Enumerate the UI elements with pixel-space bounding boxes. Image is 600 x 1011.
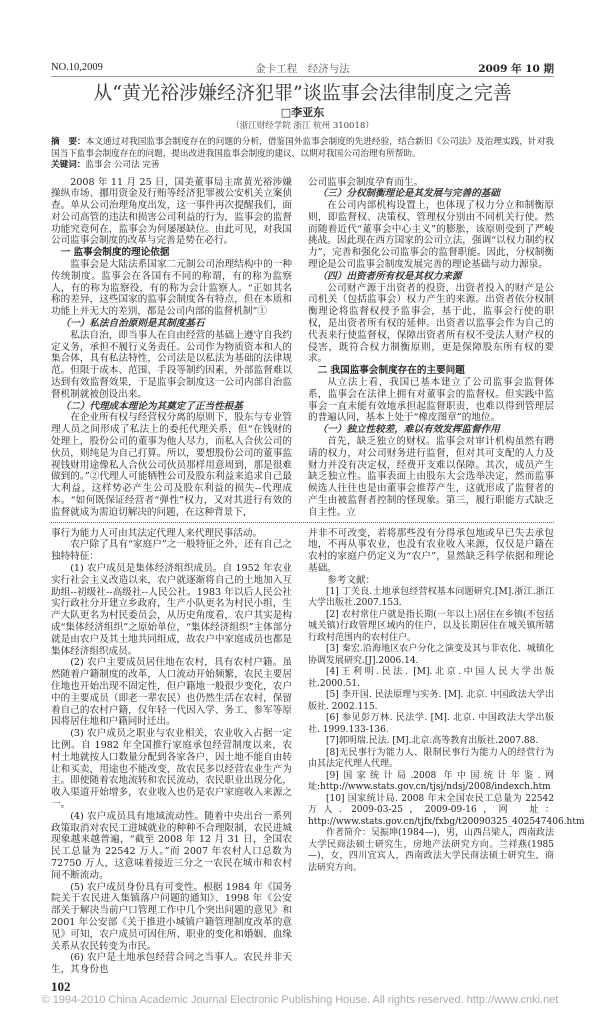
subsection-heading: （一）私法自治原则是其制度基石	[60, 318, 205, 330]
paragraph: 从立法上看，我国已基本建立了公司监事会监督体系，监事会在法律上拥有对董事会的监督权。但实践中监事会一直未能有效地承担起监督职责，也难以得到管理层的普遍认同，基本上处于“橡皮图章”的地位。	[308, 377, 554, 424]
paragraph: 在企业所有权与经营权分离的原则下，股东与专业管理人员之间形成了私法上的委托代理关系，但“在钱财的处理上，股份公司的董事为他人尽力，而私人合伙公司的伙员，则纯是为自己打算。所以，要想股份公司的董事监视钱财用途像私人合伙公司伙员那样用意周到，那是很难做到的。”②代理人可能牺牲公司及股东利益来追求自己最大利益，这样势必产生公司及股东利益的损失--代理成本。“如何既保证经营者“弹性”权力，又对其进行有效的监督就成为需迫切解决的问题，在这种背景下，	[51, 412, 292, 518]
reference-item: [5] 李开国. 民法原理与实务. [M]. 北京. 中国政法大学出版社. 2002.115.	[308, 690, 554, 712]
paragraph: (3) 农户成员之职业与农业相关，农业收入占据一定比例。自 1982 年全国推行家庭承包经营制度以来，农村土地就按人口数量分配到各家各户，因土地不能自由转让和买卖，用途也不能改变，故农民多以经营农业生产为主。即使随着农地流转和农民流动，农民职业出现分化，收入渠道开始增多，农业收入也仍是农户家庭收入来源之一。	[51, 728, 292, 810]
lower-article-section	[51, 527, 585, 976]
reference-item: [9]国家统计局.2008 年中国统计年鉴.网址:http://www.stats.gov.cn/tjsj/ndsj/2008/indexch.htm	[308, 770, 554, 793]
reference-item: [2] 农村常住户就是指长期(一年以上)居住在乡镇(不包括城关镇)行政管理区域内的住户，以及长期居住在城关镇所辖行政村范围内的农村住户。	[308, 609, 554, 643]
subsection-heading: （一）独立性较差，难以有效发挥监督作用	[317, 424, 500, 436]
section-heading: 一 监事会制度的理论依据	[60, 247, 170, 259]
paragraph: 2008 年 11 月 25 日，国美董事局主席黄光裕涉嫌操纵市场、挪用资金及行贿等经济犯罪被公安机关立案侦查。单从公司治理角度出发，这一事件再次提醒我们，面对公司高管的违法和损害公司利益的行为，监事会的监督功能究竟何在，监事会为何屡屡缺位。由此可见，对我国公司监事会制度的改革与完善是势在必行。	[51, 176, 292, 247]
abstract	[51, 137, 554, 160]
subsection-heading: （四）出资者所有权是其权力来源	[317, 270, 462, 282]
running-header	[51, 60, 554, 77]
upper-article-section	[51, 177, 554, 519]
subsection-heading: （二）代理成本理论为其奠定了正当性根基	[60, 400, 243, 412]
reference-item: [4]王利明.民法. [M].北京.中国人民大学出版社.2000.51.	[308, 667, 554, 689]
paragraph: 监事会是大陆法系国家二元制公司治理结构中的一种传统制度。监事会在各国有不同的称谓，有的称为监察人，有的称为监察役，有的称为会计监察人。“正如其名称的差异，这些国家的监事会制度各有特点，但在本质和功能上并无大的差别，都是公司内部的监督机制”①	[51, 259, 292, 318]
paragraph: 首先，缺乏独立的财权。监事会对审计机构虽然有聘请的权力，对公司财务进行监督，但对其可支配的人力及财力并没有决定权，经费开支难以保障。其次，成员产生缺乏独立性。监事表面上由股东大会选举决定，然而监事候选人往往也是由董事会推荐产生，这就形成了监督者的产生由被监督者控制的怪现象。第三，履行职能方式缺乏自主性。立	[308, 436, 554, 518]
page-number: 102	[51, 978, 71, 994]
article-divider	[51, 522, 554, 523]
reference-item: [6] 参见彭万林. 民法学. [M]. 北京. 中国政法大学出版社. 1999.133-136.	[308, 713, 554, 735]
author: □李亚东	[280, 106, 325, 119]
paragraph: (2) 农户主要成员居住地在农村，具有农村户籍。虽然随着户籍制度的改革，人口流动开始频繁，农民主要居住地也开始出现不固定性，但户籍地一般很少变化，农户中的主要成员（即老一辈农民）也仍然生活在农村，保留着自己的农村户籍，仅年轻一代因入学、务工、参军等原因将居住地和户籍同时迁出。	[51, 657, 292, 728]
affiliation: （浙江财经学院 浙江 杭州 310018）	[231, 121, 374, 131]
copyright-notice: © 1994-2010 China Academic Journal Electronic Publishing House. All rights reserved. http://www.cnki.net	[41, 993, 559, 1006]
reference-item: [7]郭明瑞.民法. [M].北京.高等教育出版社.2007.88.	[326, 736, 539, 747]
author-bio: 作者简介：吴振坤(1984—)，男，山西吕梁人，西南政法大学民商法硕士研究生，房地产法研究方向。兰祥燕(1985—)，女，四川宜宾人，西南政法大学民商法硕士研究生，商法研究方向。	[308, 828, 554, 873]
column-upper-right	[308, 177, 554, 519]
abstract-text: 本文通过对我国监事会制度存在的问题的分析，借鉴国外监事会制度的先进经验，结合新旧《公司法》及治理实践，针对我国当下监事会制度存在的问题，提出改进我国监事会制度的建议，以期对我国公司治理有所帮助。	[51, 137, 554, 159]
issue-number: NO.10,2009	[51, 62, 103, 73]
paragraph: 公司监事会制度孕育而生。	[308, 176, 424, 188]
paragraph: 事行为能力人可由其法定代理人来代理民事活动。	[51, 527, 263, 539]
keywords-text: 监事会 公司法 完善	[85, 160, 160, 170]
paragraph: (5) 农户成员身份具有可变性。根据 1984 年《国务院关于农民进入集镇落户问题的通知》、1998 年《公安部关于解决当前户口管理工作中几个突出问题的意见》和 2001 年公安部《关于推进小城镇户籍管理制度改革的意见》可知，农户成员可因住所、职业的变化和婚姻、血缘关系从农民转变为市民。	[51, 881, 292, 952]
keywords	[51, 160, 554, 172]
paragraph: (4) 农户成员具有地域流动性。随着中央出台一系列政策取消对农民工进城就业的种种不合理限制，农民进城现象越来越普遍，“截至 2008 年 12 月 31 日，全国农民工总量为 22542 万人。”而 2007 年农村人口总数为 72750 万人，这意味着接近三分之一农民在城市和农村间不断流动。	[51, 810, 292, 881]
journal-name: 金卡工程 经济与法	[255, 63, 350, 75]
paragraph: 并非不可改变，若将那些没有分得承包地或早已失去承包地，不再从事农业，也没有农业收入来源，仅仅是户籍在农村的家庭户仍定义为“农户”，显然缺乏科学依据和理论基础。	[308, 527, 554, 574]
column-lower-right	[308, 527, 585, 976]
paragraph: 农户除了具有“家庭户”之一般特征之外，还有自己之独特特征：	[51, 539, 292, 563]
reference-item: [1] 丁关良.土地承包经营权基本问题研究.[M].浙江.浙江大学出版社.2007.153.	[308, 586, 554, 609]
article-title: 从“黄光裕涉嫌经济犯罪”谈监事会法律制度之完善	[93, 82, 512, 104]
paragraph: (6) 农户是土地承包经营合同之当事人。农民并非天生，其身份也	[51, 952, 292, 976]
reference-item: [10] 国家统计局. 2008 年末全国农民工总量为 22542 万人. 2009-03-25，2009-09-16，网 址：http://www.stats.gov.cn/tjfx/fxbg/t20090325_402547406.htm	[308, 793, 585, 827]
section-heading: 二 我国监事会制度存在的主要问题	[317, 365, 465, 377]
issue-date: 2009 年 10 期	[478, 63, 554, 75]
references-heading: 参考文献：	[327, 574, 376, 586]
column-lower-left	[51, 528, 292, 976]
paragraph: 私法自治，即当事人在自由经营的基础上遵守自我约定义务，承担不履行义务责任。公司作为物质资本和人的集合体，具有私法特性，公司法是以私法为基础的法律规范。但限于成本、范围、手段等制约因素，外部监督难以达到有效监督效果，于是监事会制度这一公司内部自治监督机制就被创设出来。	[51, 329, 292, 400]
subsection-heading: （三）分权制衡理论是其发展与完善的基础	[317, 188, 500, 200]
paragraph: (1) 农户成员是集体经济组织成员。自 1952 年农业实行社会主义改造以来，农户就逐渐将自己的土地加入互助组--初级社--高级社--人民公社。1983 年以后人民公社实行政社分开建立乡政府，生产小队更名为村民小组，生产大队更名为村民委员会，从历史角度看，农户其实是构成“集体经济组织”之原始单位，“集体经济组织”主体部分就是由农户及其土地共同组成，故农户中家庭成员也都是集体经济组织成员。	[51, 563, 292, 657]
paragraph: 公司财产源于出资者的投资，出资者投入的财产是公司机关（包括监事会）权力产生的来源。出资者依分权制衡理论将监督权授予监事会，基于此，监事会行使的职权，是出资者所有权的延伸。出资者以监事会作为自己的代表来行使监督权，保障出资者所有权不受法人财产权的侵害，既符合权力制衡原则，更是保障股东所有权的要求。	[308, 282, 554, 365]
keywords-label: 关键词：	[51, 160, 86, 170]
paragraph: 在公司内部机构设置上，也体现了权力分立和制衡原则，即监督权、决策权、管理权分别由不同机关行使。然而随着近代“董事会中心主义”的膨胀，该原则受到了严峻挑战。因此现在西方国家的公司立法，强调“以权力制约权力”，完善和强化公司监事会的监督职能。因此，分权制衡理论是公司监事会制度发展完善的理论基础与动力源泉。	[308, 200, 554, 271]
abstract-label: 摘 要：	[51, 137, 86, 147]
column-upper-left	[51, 177, 292, 519]
reference-item: [3] 秦宏.沿海地区农户分化之演变及其与非农化、城镇化协调发展研究.[J].2006.14.	[308, 644, 554, 666]
reference-item: [8]无民事行为能力人、限制民事行为能力人的经营行为由其法定代理人代理。	[308, 747, 554, 770]
